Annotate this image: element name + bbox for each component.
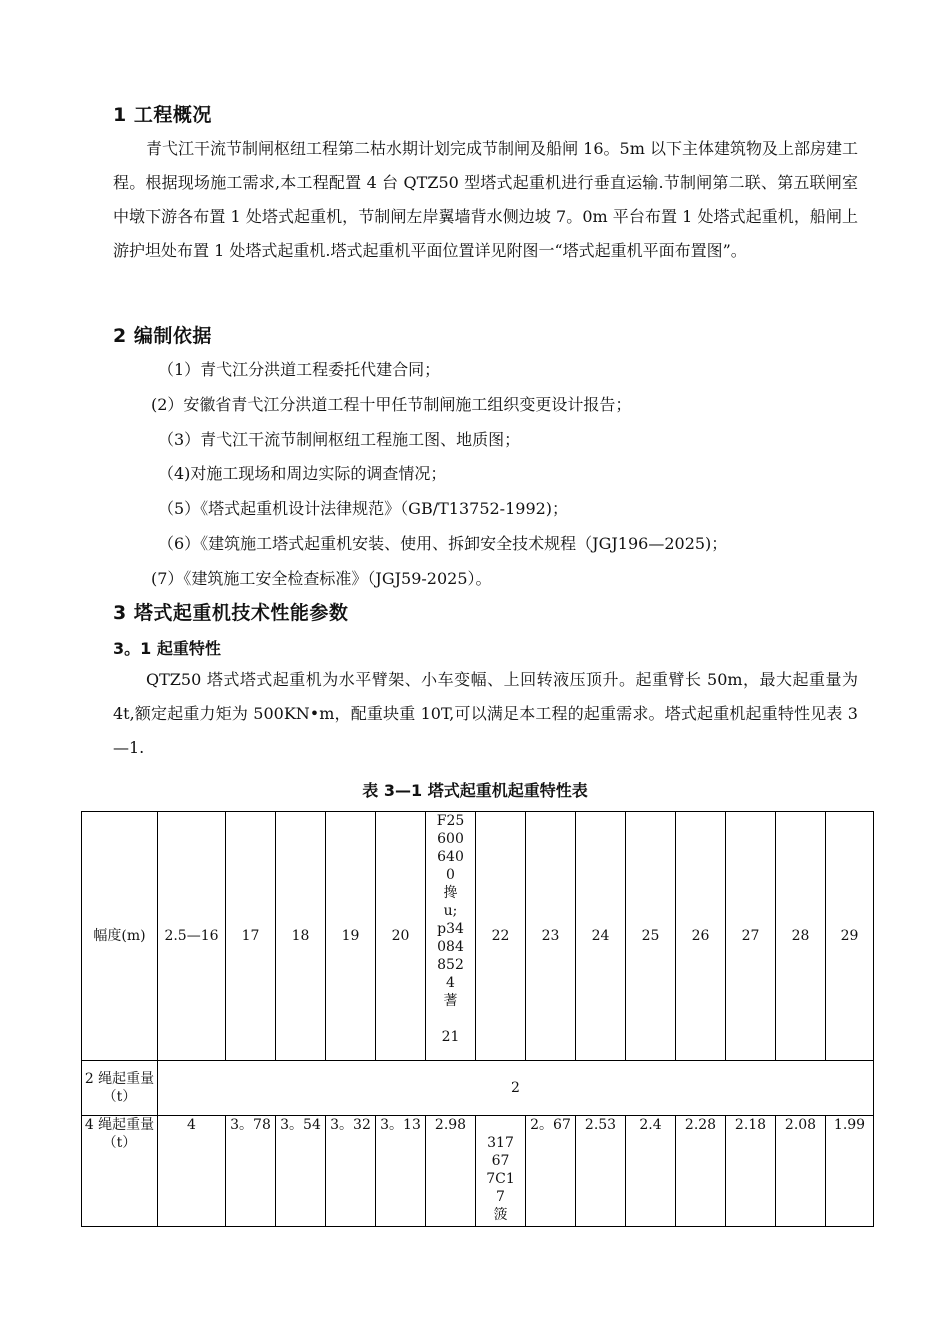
table-cell: 17: [226, 812, 276, 1061]
table-cell: [476, 1116, 526, 1227]
table-cell: 2.98: [426, 1116, 476, 1227]
table-cell: 23: [526, 812, 576, 1061]
table-cell: 2.53: [576, 1116, 626, 1227]
table-cell: 2.18: [726, 1116, 776, 1227]
table-cell: 2.4: [626, 1116, 676, 1227]
table-cell: [426, 812, 476, 1061]
table-cell: 24: [576, 812, 626, 1061]
table-caption: 表 3—1 塔式起重机起重特性表: [362, 781, 588, 800]
cell-line: [477, 1116, 524, 1134]
section3-subheading: 3。1 起重特性: [113, 639, 221, 658]
table-cell: 2: [158, 1061, 874, 1116]
table-cell: 27: [726, 812, 776, 1061]
table-cell: 19: [326, 812, 376, 1061]
cell-line: 搀: [443, 885, 458, 901]
section1-heading: 1 工程概况: [113, 104, 212, 126]
cell-line: 21: [441, 1029, 460, 1045]
table-cell: 4: [158, 1116, 226, 1227]
cell-line: p34: [437, 921, 464, 937]
cell-line: F25: [436, 813, 465, 829]
row-header: 幅度(m): [82, 812, 158, 1061]
table-cell: 26: [676, 812, 726, 1061]
table-row: [82, 1061, 874, 1116]
basis-item: （6）《建筑施工塔式起重机安装、使用、拆卸安全技术规程（JGJ196—2025)；: [158, 534, 728, 553]
basis-item: （4)对施工现场和周边实际的调查情况；: [158, 464, 447, 483]
table-cell: 29: [826, 812, 874, 1061]
cell-line: [427, 1010, 474, 1028]
cell-line: u;: [443, 903, 458, 919]
basis-item: （3）青弋江干流节制闸枢纽工程施工图、地质图；: [158, 430, 521, 449]
section3-paragraph: QTZ50 塔式塔式起重机为水平臂架、小车变幅、上回转液压顶升。起重臂长 50m，最大起重量为 4t,额定起重力矩为 500KN•m，配重块重 10T,可以满足本工程的起重需求。塔式起重机起重特性见表 3—1.: [113, 670, 858, 757]
row-header: 4 绳起重量（t）: [82, 1116, 158, 1227]
table-cell: 22: [476, 812, 526, 1061]
table-cell: 3。13: [376, 1116, 426, 1227]
cell-line: 0: [446, 867, 455, 883]
table-cell: 2.28: [676, 1116, 726, 1227]
table-row: [82, 1116, 874, 1227]
table-cell: 3。78: [226, 1116, 276, 1227]
basis-item: (7）《建筑施工安全检查标准》（JGJ59-2025）。: [151, 569, 492, 588]
table-cell: 28: [776, 812, 826, 1061]
cell-line: 600: [437, 831, 464, 847]
cell-line: 084: [437, 939, 464, 955]
table-cell: 1.99: [826, 1116, 874, 1227]
row-header: 2 绳起重量（t）: [82, 1061, 158, 1116]
cell-line: 7C1: [486, 1171, 515, 1187]
cell-line: 4: [446, 975, 455, 991]
basis-item: （1）青弋江分洪道工程委托代建合同；: [158, 360, 441, 379]
table-cell: 18: [276, 812, 326, 1061]
section2-heading: 2 编制依据: [113, 325, 212, 347]
table-cell: 3。32: [326, 1116, 376, 1227]
cell-line: 箥: [493, 1207, 508, 1223]
section3-heading: 3 塔式起重机技术性能参数: [113, 602, 349, 624]
cell-line: 67: [491, 1153, 510, 1169]
table-cell: 2.5—16: [158, 812, 226, 1061]
cell-line: 852: [437, 957, 464, 973]
table-cell: 2.08: [776, 1116, 826, 1227]
cell-line: 317: [487, 1135, 514, 1151]
table-cell: 25: [626, 812, 676, 1061]
cell-line: 蓍: [443, 993, 458, 1009]
basis-item: (2）安徽省青弋江分洪道工程十甲任节制闸施工组织变更设计报告；: [151, 395, 632, 414]
basis-item: （5）《塔式起重机设计法律规范》（GB/T13752-1992)；: [158, 499, 569, 518]
cell-line: 640: [437, 849, 464, 865]
section1-paragraph: 青弋江干流节制闸枢纽工程第二枯水期计划完成节制闸及船闸 16。5m 以下主体建筑物及上部房建工程。根据现场施工需求,本工程配置 4 台 QTZ50 型塔式起重机进行垂直运输.节制闸第二联、第五联闸室中墩下游各布置 1 处塔式起重机，节制闸左岸翼墙背水侧边坡 7。0m 平台布置 1 处塔式起重机，船闸上游护坦处布置 1 处塔式起重机.塔式起重机平面位置详见附图一“塔式起重机平面布置图”。: [113, 139, 858, 260]
lifting-characteristics-table: [81, 811, 874, 1227]
table-cell: 2。67: [526, 1116, 576, 1227]
table-row: [82, 812, 874, 1061]
table-cell: 20: [376, 812, 426, 1061]
cell-line: 7: [496, 1189, 505, 1205]
table-cell: 3。54: [276, 1116, 326, 1227]
